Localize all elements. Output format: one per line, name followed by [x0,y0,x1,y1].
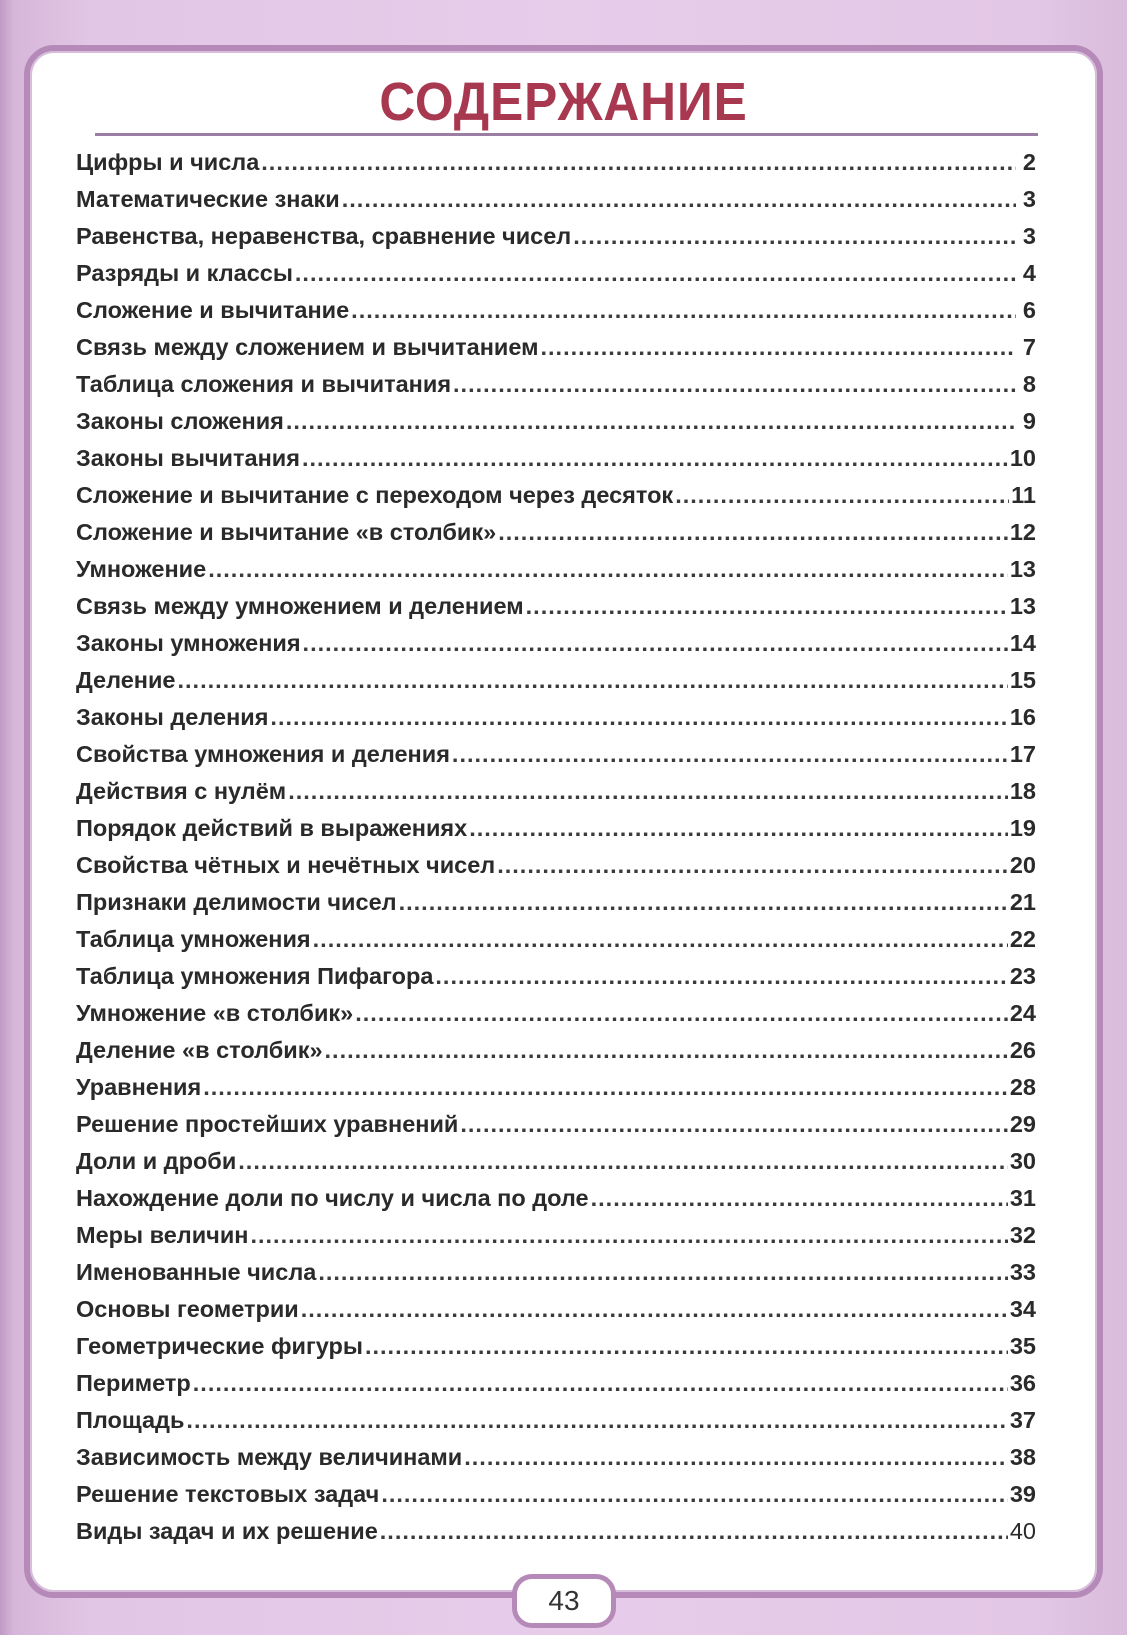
toc-entry-label: Таблица сложения и вычитания [76,371,452,397]
dot-leader [325,1037,1008,1064]
toc-entry-page: 34 [1009,1296,1036,1322]
toc-entry-label: Умножение [76,556,207,582]
toc-entry-page: 32 [1009,1222,1036,1248]
toc-entry-page: 37 [1009,1407,1036,1433]
dot-leader [186,1407,1007,1434]
dot-leader [261,149,1016,176]
dot-leader [675,482,1009,509]
dot-leader [342,186,1016,213]
toc-entry[interactable] [76,1222,1036,1259]
dot-leader [464,1444,1008,1471]
toc-entry-page: 13 [1009,593,1036,619]
dot-leader [497,852,1008,879]
toc-entry-label: Меры величин [76,1222,249,1248]
toc-entry-page: 17 [1009,741,1036,767]
toc-entry-label: Уравнения [76,1074,202,1100]
toc-entry[interactable] [76,1037,1036,1074]
table-of-contents [76,149,1036,1555]
toc-entry-page: 22 [1009,926,1036,952]
toc-entry-page: 29 [1009,1111,1036,1137]
dot-leader [193,1370,1008,1397]
dot-leader [178,667,1008,694]
dot-leader [295,260,1016,287]
toc-entry-label: Законы деления [76,704,269,730]
toc-entry[interactable] [76,1444,1036,1481]
toc-entry[interactable] [76,1481,1036,1518]
toc-entry[interactable] [76,186,1036,223]
toc-entry-page: 24 [1009,1000,1036,1026]
toc-entry[interactable] [76,815,1036,852]
toc-entry-label: Действия с нулём [76,778,287,804]
toc-entry-label: Порядок действий в выражениях [76,815,468,841]
toc-entry-page: 13 [1009,556,1036,582]
toc-entry-label: Основы геометрии [76,1296,299,1322]
toc-entry-label: Деление [76,667,176,693]
toc-entry-page: 2 [1022,149,1036,175]
toc-entry[interactable] [76,1111,1036,1148]
toc-entry-label: Законы вычитания [76,445,300,471]
toc-entry-page: 3 [1022,223,1036,249]
toc-entry-label: Цифры и числа [76,149,260,175]
dot-leader [573,223,1016,250]
toc-entry[interactable] [76,482,1036,519]
dot-leader [288,778,1008,805]
dot-leader [452,741,1008,768]
toc-entry[interactable] [76,371,1036,408]
toc-entry[interactable] [76,926,1036,963]
toc-entry-page: 16 [1009,704,1036,730]
toc-entry-page: 12 [1009,519,1036,545]
dot-leader [380,1518,1008,1545]
page-title: СОДЕРЖАНИЕ [379,72,748,132]
toc-entry[interactable] [76,630,1036,667]
toc-entry-label: Сложение и вычитание с переходом через десяток [76,482,674,508]
toc-entry-label: Геометрические фигуры [76,1333,363,1359]
toc-entry-page: 20 [1009,852,1036,878]
toc-entry[interactable] [76,445,1036,482]
dot-leader [318,1259,1008,1286]
dot-leader [286,408,1016,435]
toc-entry-label: Решение текстовых задач [76,1481,380,1507]
toc-entry[interactable] [76,852,1036,889]
toc-entry-page: 18 [1009,778,1036,804]
toc-entry-label: Разряды и классы [76,260,293,286]
toc-entry-label: Нахождение доли по числу и числа по доле [76,1185,589,1211]
dot-leader [238,1148,1008,1175]
dot-leader [270,704,1007,731]
toc-entry-label: Сложение и вычитание [76,297,350,323]
toc-entry-page: 14 [1009,630,1036,656]
toc-entry-page: 4 [1022,260,1036,286]
toc-entry[interactable] [76,408,1036,445]
toc-entry[interactable] [76,593,1036,630]
toc-entry-label: Виды задач и их решение [76,1518,378,1544]
dot-leader [498,519,1008,546]
dot-leader [526,593,1008,620]
toc-entry-label: Площадь [76,1407,185,1433]
dot-leader [203,1074,1008,1101]
toc-entry-page: 10 [1009,445,1036,471]
toc-entry-label: Свойства умножения и деления [76,741,450,767]
toc-entry-page: 3 [1022,186,1036,212]
toc-entry[interactable] [76,1148,1036,1185]
toc-entry-page: 38 [1009,1444,1036,1470]
toc-entry-label: Свойства чётных и нечётных чисел [76,852,496,878]
toc-entry-label: Именованные числа [76,1259,317,1285]
dot-leader [460,1111,1008,1138]
toc-entry-page: 15 [1009,667,1036,693]
toc-entry[interactable] [76,1259,1036,1296]
toc-entry-page: 7 [1022,334,1036,360]
toc-entry[interactable] [76,963,1036,1000]
toc-entry-page: 35 [1009,1333,1036,1359]
toc-entry-page: 36 [1009,1370,1036,1396]
toc-entry[interactable] [76,260,1036,297]
toc-entry-label: Математические знаки [76,186,340,212]
toc-entry-page: 33 [1009,1259,1036,1285]
toc-entry[interactable] [76,556,1036,593]
dot-leader [208,556,1008,583]
toc-entry-label: Таблица умножения [76,926,311,952]
title-divider [95,133,1038,136]
toc-entry[interactable] [76,1407,1036,1444]
dot-leader [250,1222,1007,1249]
dot-leader [435,963,1007,990]
dot-leader [541,334,1017,361]
toc-entry-page: 39 [1009,1481,1036,1507]
toc-entry-label: Зависимость между величинами [76,1444,463,1470]
dot-leader [399,889,1008,916]
toc-entry[interactable] [76,1370,1036,1407]
toc-entry-label: Законы умножения [76,630,301,656]
toc-entry-page: 30 [1009,1148,1036,1174]
toc-entry[interactable] [76,889,1036,926]
toc-entry-label: Сложение и вычитание «в столбик» [76,519,497,545]
page-edge [0,0,14,1635]
toc-entry[interactable] [76,223,1036,260]
toc-entry-label: Признаки делимости чисел [76,889,397,915]
toc-entry-label: Деление «в столбик» [76,1037,323,1063]
toc-entry[interactable] [76,1333,1036,1370]
toc-entry-page: 21 [1009,889,1036,915]
toc-entry-label: Связь между умножением и делением [76,593,524,619]
dot-leader [453,371,1016,398]
toc-entry[interactable] [76,667,1036,704]
toc-entry-page: 8 [1022,371,1036,397]
toc-entry-label: Таблица умножения Пифагора [76,963,434,989]
toc-entry-page: 40 [1009,1518,1036,1544]
toc-entry[interactable] [76,297,1036,334]
toc-entry[interactable] [76,704,1036,741]
dot-leader [302,445,1008,472]
toc-entry[interactable] [76,1074,1036,1111]
toc-entry-page: 9 [1022,408,1036,434]
toc-entry-label: Связь между сложением и вычитанием [76,334,539,360]
toc-entry-label: Доли и дроби [76,1148,237,1174]
toc-entry[interactable] [76,1296,1036,1333]
toc-entry-label: Законы сложения [76,408,284,434]
toc-entry-page: 19 [1009,815,1036,841]
toc-entry[interactable] [76,1000,1036,1037]
toc-entry-page: 28 [1009,1074,1036,1100]
toc-entry[interactable] [76,741,1036,778]
contents-panel [24,45,1103,1598]
toc-entry-label: Периметр [76,1370,191,1396]
dot-leader [313,926,1008,953]
toc-entry[interactable] [76,778,1036,815]
toc-entry-page: 31 [1009,1185,1036,1211]
dot-leader [301,1296,1008,1323]
dot-leader [591,1185,1008,1212]
dot-leader [355,1000,1008,1027]
dot-leader [469,815,1008,842]
toc-entry-page: 6 [1022,297,1036,323]
dot-leader [351,297,1016,324]
toc-entry-label: Равенства, неравенства, сравнение чисел [76,223,572,249]
toc-entry-page: 11 [1011,482,1036,508]
toc-entry-label: Решение простейших уравнений [76,1111,459,1137]
toc-entry[interactable] [76,334,1036,371]
dot-leader [303,630,1008,657]
toc-entry[interactable] [76,1185,1036,1222]
toc-entry[interactable] [76,519,1036,556]
dot-leader [365,1333,1008,1360]
toc-entry[interactable] [76,149,1036,186]
toc-entry[interactable] [76,1518,1036,1555]
page-number: 43 [512,1574,616,1628]
dot-leader [381,1481,1008,1508]
toc-entry-page: 23 [1009,963,1036,989]
toc-entry-page: 26 [1009,1037,1036,1063]
toc-entry-label: Умножение «в столбик» [76,1000,354,1026]
